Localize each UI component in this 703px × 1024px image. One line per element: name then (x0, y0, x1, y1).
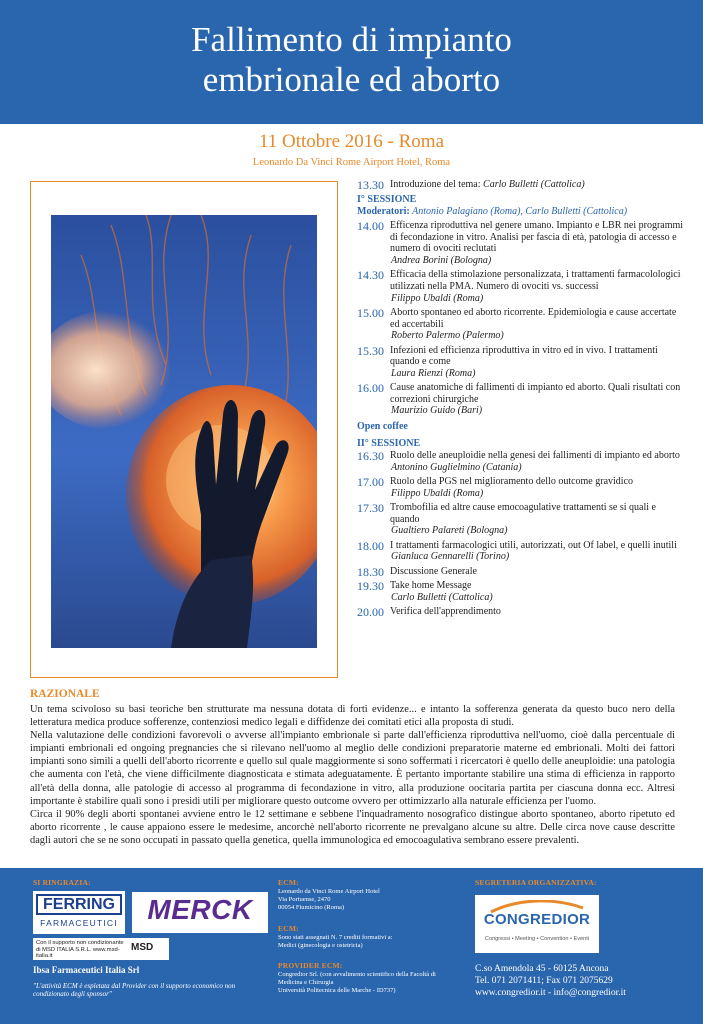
program-time: 14.00 (357, 219, 384, 234)
program-item (357, 450, 687, 473)
msd-logo-name: MSD (131, 942, 154, 953)
ecm-credits-text (278, 934, 392, 950)
program-item-intro (357, 179, 687, 191)
program-time: 16.30 (357, 449, 384, 464)
coffee-break: Open coffee (357, 420, 408, 432)
program-speaker: Laura Rienzi (Roma) (391, 367, 476, 379)
session-1-moderators (357, 206, 687, 218)
program-item (357, 476, 687, 499)
ecm-venue-line: 00054 Fiumicino (Roma) (278, 904, 345, 912)
congredior-logo-sub: Congressi • Meeting • Convention • Eventi (484, 936, 590, 942)
program-time: 20.00 (357, 605, 384, 620)
program-speaker: Carlo Bulletti (Cattolica) (391, 591, 493, 603)
program-item (357, 540, 687, 563)
ecm-venue-title: ECM: (278, 878, 299, 887)
ibsa-sponsor: Ibsa Farmaceutici Italia Srl (33, 965, 140, 975)
program-title: Aborto spontaneo ed aborto ricorrente. Epidemiologia e cause accertate ed accertabili (390, 306, 677, 330)
program-time: 15.30 (357, 343, 384, 358)
program-time: 17.00 (357, 475, 384, 490)
program-time: 13.30 (357, 178, 384, 192)
ecm-credits-line: Medici (ginecologia e ostetricia) (278, 942, 363, 950)
merck-logo-name: MERCK (147, 894, 253, 925)
program-item (357, 606, 687, 618)
secretariat-line: Tel. 071 2071411; Fax 071 2075629 (475, 975, 613, 986)
program-item (357, 580, 687, 603)
program-title: Efficacia della stimolazione personalizzata, i trattamenti farmacolologici utilizzati nella PMA. Numero di ovociti vs. successi (390, 269, 681, 292)
secretariat-line: www.congredior.it - info@congredior.it (475, 987, 626, 998)
page-title-line1: Fallimento di impianto (191, 20, 512, 59)
program-title: Verifica dell'apprendimento (390, 606, 501, 618)
provider-line: Congredior Srl. (con avvalimento scientifico della Facoltà di (278, 971, 436, 978)
program-title: Ruolo delle aneuploidie nella genesi dei fallimenti di impianto ed aborto (390, 450, 680, 462)
program-item (357, 502, 687, 537)
program-time: 15.00 (357, 305, 384, 320)
program-speaker: Andrea Borini (Bologna) (391, 254, 492, 266)
session-1-title: I° SESSIONE (357, 194, 417, 205)
page-title-line2: embrionale ed aborto (202, 60, 501, 99)
program-speaker: Filippo Ubaldi (Roma) (391, 487, 484, 499)
program-time: 17.30 (357, 501, 384, 516)
ferring-logo-name: FERRING (36, 894, 122, 915)
program-title: Ruolo della PGS nel miglioramento dello outcome gravidico (390, 476, 634, 488)
jellyfish-hand-photo (51, 215, 317, 648)
provider-title: PROVIDER ECM: (278, 961, 343, 970)
razionale-title: RAZIONALE (30, 688, 100, 700)
moderators-label: Moderatori: (357, 205, 410, 217)
provider-line: Medicina e Chirurgia (278, 979, 334, 987)
thanks-title: SI RINGRAZIA: (33, 878, 91, 887)
photo-frame (30, 181, 338, 678)
ecm-credits-line: Sono stati assegnati N. 7 crediti formativi a: (278, 934, 393, 941)
program-item (357, 307, 687, 342)
msd-support-text: Con il supporto non condizionante di MSD ITALIA S.R.L. www.msd-italia.it (36, 940, 124, 960)
program-title: I trattamenti farmacologici utili, autorizzati, out Of label, e quelli inutili (390, 539, 677, 551)
msd-logo (33, 938, 169, 960)
program-title: Efficenza riproduttiva nel genere umano. Impianto e LBR nei programmi di fecondazione in vitro. Analisi per fascia di età, patologia di accesso e numero di ovociti reclutati (390, 220, 684, 255)
secretariat-line: C.so Amendola 45 - 60125 Ancona (475, 964, 609, 974)
razionale-text: Un tema scivoloso su basi teoriche ben strutturate ma nessuna dotata di forti evidenze... e intanto la sofferenza generata da questo buco nero della letteratura medica produce sofferenze, contenziosi medico legali e diffidenze dei comitati etici alla proposta di studi. Nella valutazione delle condizioni favorevoli o avverse all'impianto embrionale si parte dall'efficienza riproduttiva nell'uomo, cioè dalla percentuale di impianti embrionali ed ongoing pregnancies che si rilevano nell'uomo al meglio delle condizioni preparatorie materne ed embrionali. Molti dei fattori impianti sono simili a quelli dell'aborto ricorrente e quello sul quale maggiormente si sono soffermati i ricercatori è quello delle aneuploidie: una patologia che aumenta con l'età, che viene difficilmente diagnosticata e stimata adeguatamente. È pertanto importante stabilire una stima di efficienza in rapporto all'età della donna, alle patologie di accesso al programma di fecondazione in vitro, alla produzione oocitaria partita per ciascuna donna ecc. Altresì importante è stabilire quali sono i presidi utili per migliorare questo outcome ovvero per ottimizzarlo alla naturale efficienza per l'uomo. Circa il 90% degli aborti spontanei avviene entro le 12 settimane e sebbene l'inquadramento nosografico distingue aborto spontaneo, aborto ripetuto ed aborto ricorrente , le cause appaiono essere le medesime, ancorchè nell'aborto ricorrente ne prevalgano alcune su altre. Delle circa nove cause descritte dagli autori che se ne sono occupati in passato quella genetica, quella immunologica ed emocoagulativa sembrano essere prevalenti. (30, 704, 675, 846)
program-title: Cause anatomiche di fallimenti di impianto ed aborto. Quali risultati con correzioni chirurgiche (390, 382, 681, 405)
ferring-logo (33, 891, 125, 934)
event-date: 11 Ottobre 2016 - Roma (258, 131, 445, 152)
program-item (357, 566, 687, 578)
program-speaker: Maurizio Guido (Bari) (391, 405, 483, 417)
program-schedule (357, 179, 687, 621)
ecm-venue-text (278, 888, 380, 913)
ecm-sponsor-note: "L'attività ECM è espletata dal Provider con il supporto economico non condizionato degli sponsor" (33, 982, 236, 998)
ferring-logo-sub: FARMACEUTICI (40, 918, 118, 928)
program-title: Infezioni ed efficienza riproduttiva in vitro ed in vivo. I trattamenti quando e come (390, 344, 658, 368)
program-title: Discussione Generale (390, 565, 477, 577)
program-time: 16.00 (357, 381, 384, 396)
secretariat-address (475, 964, 626, 999)
program-time: 18.00 (357, 538, 384, 553)
provider-line: Università Politecnica delle Marche - ID737) (278, 987, 396, 995)
merck-logo (132, 892, 268, 933)
program-item (357, 269, 687, 304)
program-item (357, 345, 687, 380)
congredior-logo-name: CONGREDIOR (483, 911, 591, 928)
program-item (357, 220, 687, 266)
session-2-title: II° SESSIONE (357, 438, 421, 450)
program-title: Take home Message (390, 580, 472, 592)
program-speaker: Roberto Palermo (Palermo) (391, 330, 504, 342)
program-speaker: Carlo Bulletti (Cattolica) (483, 179, 585, 190)
page-header (0, 0, 703, 124)
program-speaker: Gianluca Gennarelli (Torino) (391, 551, 510, 563)
event-venue: Leonardo Da Vinci Rome Airport Hotel, Roma (252, 157, 451, 168)
ecm-venue-line: Leonardo da Vinci Rome Airport Hotel (278, 888, 380, 895)
program-time: 19.30 (357, 579, 384, 594)
provider-text (278, 971, 436, 996)
program-title: Introduzione del tema: (390, 179, 484, 190)
ecm-venue-line: Via Portuense, 2470 (278, 896, 331, 904)
program-speaker: Filippo Ubaldi (Roma) (391, 292, 484, 304)
secretariat-title: SEGRETERIA ORGANIZZATIVA: (475, 878, 597, 887)
program-time: 14.30 (357, 268, 384, 283)
program-time: 18.30 (357, 564, 384, 579)
program-title: Trombofilia ed altre cause emocoagulative trattamenti se si quali e quando (390, 502, 656, 525)
congredior-logo (475, 895, 599, 953)
ecm-credits-title: ECM: (278, 924, 299, 933)
moderators-names: Antonio Palagiano (Roma), Carlo Bulletti (Cattolica) (409, 205, 628, 217)
program-speaker: Gualtiero Palareti (Bologna) (391, 525, 508, 537)
program-item (357, 382, 687, 417)
program-speaker: Antonino Guglielmino (Catania) (391, 461, 522, 473)
